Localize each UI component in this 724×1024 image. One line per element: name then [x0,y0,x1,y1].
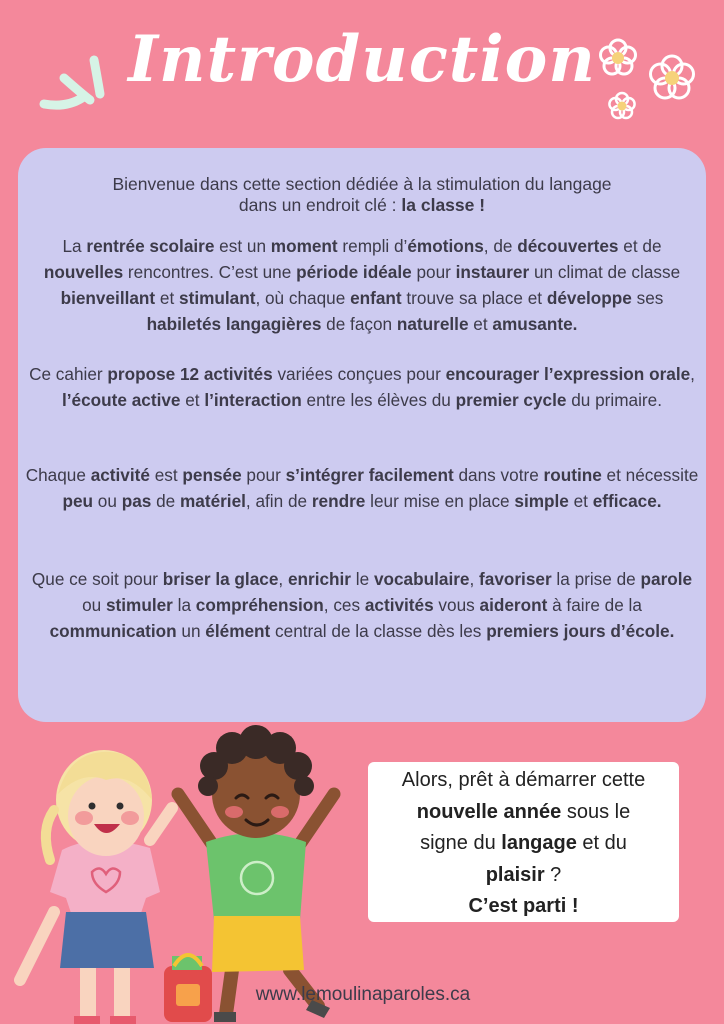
paragraph-text-run: vous [433,595,480,615]
paragraph-text-run: et de [618,236,662,256]
paragraph-text-run: , afin de [245,491,312,511]
paragraph [24,462,700,514]
paragraph-text-run: trouve sa place et [401,288,547,308]
paragraph-text-run: , de [483,236,518,256]
callout-text: et du [576,832,627,854]
children-illustration [0,720,360,1024]
paragraph [24,566,700,644]
paragraph-bold-run: aideront [479,595,548,615]
paragraph-bold-run: efficace. [592,491,662,511]
callout-text: ? [544,863,562,886]
paragraph-text-run: ou [93,491,122,511]
paragraph-text-run: pour [241,465,286,485]
paragraph-bold-run: stimulant [179,288,256,308]
paragraph-bold-run: compréhension [195,595,324,615]
page-title: Introduction [128,22,596,97]
paragraph-text-run: est [149,465,183,485]
paragraph-text-run: de façon [321,314,397,334]
paragraph-bold-run: s’intégrer facilement [285,465,454,485]
paragraph-bold-run: enfant [350,288,402,308]
paragraph-text-run: , [469,569,480,589]
paragraph-bold-run: premiers jours d’école. [486,621,675,641]
paragraph-bold-run: stimuler [105,595,173,615]
paragraph-bold-run: bienveillant [60,288,156,308]
paragraph-bold-run: l’interaction [204,390,302,410]
paragraph-text-run: dans votre [453,465,544,485]
paragraph-text-run: , [278,569,288,589]
paragraph-text-run: la prise de [551,569,641,589]
paragraph-text-run: ou [82,595,106,615]
paragraph-bold-run: vocabulaire [373,569,470,589]
paragraph-bold-run: routine [543,465,602,485]
paragraph-bold-run: briser la glace [162,569,279,589]
paragraph-text-run: rempli d’ [337,236,408,256]
paragraph-text-run: un climat de classe [529,262,681,282]
paragraph-text-run: rencontres. C’est une [123,262,297,282]
welcome-text [58,174,666,216]
paragraph-text-run: La [62,236,87,256]
paragraph-bold-run: instaurer [455,262,530,282]
paragraph-bold-run: rentrée scolaire [86,236,215,256]
website-link[interactable]: www.lemoulinaparoles.ca [255,984,471,1005]
paragraph-bold-run: habiletés langagières [146,314,322,334]
paragraph-text-run: et [468,314,493,334]
paragraph-bold-run: activité [90,465,150,485]
paragraph-text-run: variées conçues pour [272,364,446,384]
paragraph-bold-run: moment [270,236,338,256]
paragraph-bold-run: simple [514,491,569,511]
flowers-decoration [592,30,712,130]
paragraph-text-run: , ces [323,595,365,615]
paragraph-bold-run: émotions [407,236,484,256]
paragraph [24,361,700,413]
paragraph-bold-run: communication [49,621,177,641]
paragraph-text-run: et [568,491,593,511]
paragraph-text-run: Chaque [25,465,91,485]
paragraph-text-run: et nécessite [601,465,699,485]
paragraph-bold-run: développe [546,288,632,308]
paragraph [24,233,700,337]
callout-line: Alors, prêt à démarrer cette [401,769,646,791]
paragraph-text-run: entre les élèves du [301,390,456,410]
paragraph-bold-run: l’écoute active [62,390,181,410]
callout-text: sous le [561,800,631,823]
paragraph-bold-run: premier cycle [455,390,567,410]
callout-closing: C’est parti ! [468,895,579,917]
paragraph-text-run: , [690,364,695,384]
paragraph-bold-run: nouvelles [43,262,124,282]
paragraph-text-run: à faire de la [547,595,642,615]
paragraph-text-run: Que ce soit pour [31,569,163,589]
paragraph-text-run: de [151,491,180,511]
paragraph-bold-run: encourager l’expression orale [445,364,691,384]
paragraph-text-run: la [172,595,196,615]
callout-bold: plaisir [485,863,545,886]
paragraph-bold-run: peu [62,491,94,511]
intro-panel [18,148,706,722]
paragraph-text-run: Ce cahier [29,364,108,384]
paragraph-bold-run: propose 12 activités [107,364,273,384]
paragraph-text-run: et [180,390,205,410]
backpack-illustration [164,955,212,1022]
paragraph-text-run: ses [631,288,664,308]
callout-bold: nouvelle année [416,800,562,823]
callout-box [368,762,679,922]
paragraph-text-run: du primaire. [566,390,662,410]
welcome-line-1: Bienvenue dans cette section dédiée à la stimulation du langage [112,174,612,194]
girl-illustration [20,750,172,1024]
paragraph-bold-run: pas [121,491,152,511]
paragraph-text-run: est un [214,236,271,256]
flower-icon [651,56,694,98]
paragraph-bold-run: rendre [311,491,366,511]
paragraph-text-run: , où chaque [255,288,351,308]
callout-bold: langage [501,832,577,854]
paragraph-bold-run: parole [640,569,693,589]
paragraph-bold-run: amusante. [492,314,578,334]
welcome-line-2-bold: la classe ! [401,195,486,215]
paragraph-bold-run: activités [364,595,434,615]
flower-icon [601,40,636,74]
paragraph-bold-run: élément [205,621,271,641]
paragraph-bold-run: découvertes [517,236,619,256]
callout-text: signe du [420,832,502,854]
paragraph-bold-run: favoriser [479,569,552,589]
paragraph-text-run: et [155,288,180,308]
paragraph-text-run: pour [411,262,456,282]
paragraph-bold-run: période idéale [296,262,412,282]
flower-icon [609,93,634,118]
paragraph-text-run: le [351,569,374,589]
paragraph-bold-run: pensée [182,465,242,485]
paragraph-bold-run: matériel [180,491,246,511]
paragraph-bold-run: naturelle [396,314,469,334]
welcome-line-2: dans un endroit clé : [238,195,402,215]
paragraph-text-run: leur mise en place [365,491,515,511]
paragraph-text-run: central de la classe dès les [270,621,487,641]
paragraph-text-run: un [176,621,206,641]
paragraph-bold-run: enrichir [287,569,351,589]
